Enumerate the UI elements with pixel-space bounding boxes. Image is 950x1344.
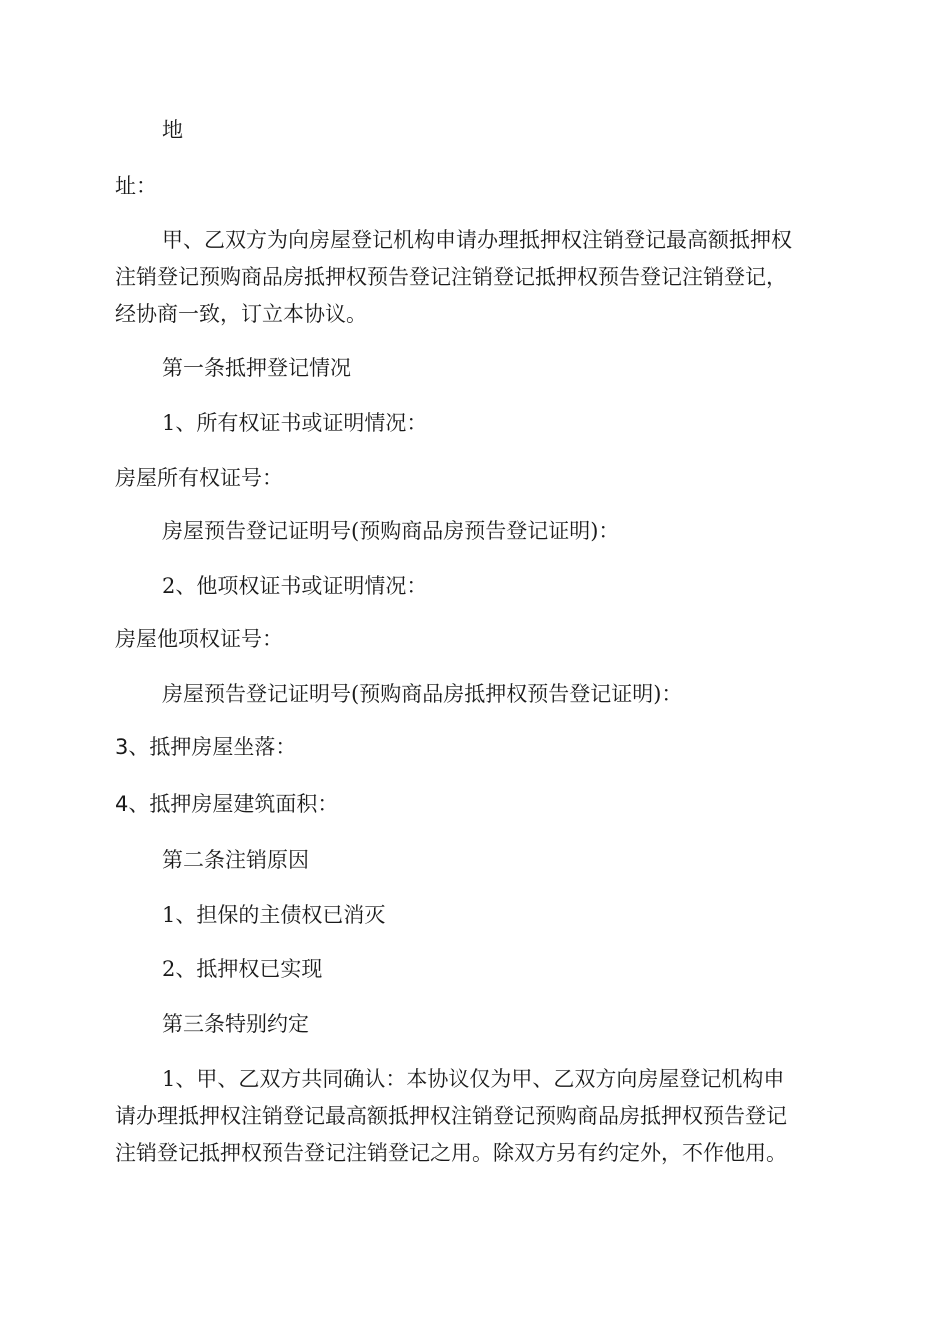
intro-line-1: 甲、乙双方为向房屋登记机构申请办理抵押权注销登记最高额抵押权 [162,228,792,252]
presale-mortgage-cert-number-label: 房屋预告登记证明号(预购商品房抵押权预告登记证明)： [162,682,683,706]
article-1-title: 第一条抵押登记情况 [162,356,351,380]
cancellation-reason-2: 2、抵押权已实现 [162,957,323,981]
address-label-part1: 地 [162,118,183,142]
house-ownership-number-label: 房屋所有权证号： [115,466,283,490]
presale-cert-number-label: 房屋预告登记证明号(预购商品房预告登记证明)： [162,519,620,543]
special-terms-line-3: 注销登记抵押权预告登记注销登记之用。除双方另有约定外，不作他用。 [115,1141,787,1165]
special-terms-line-1: 1、甲、乙双方共同确认：本协议仅为甲、乙双方向房屋登记机构申 [162,1067,785,1091]
mortgaged-house-area-label: 4、抵押房屋建筑面积： [115,792,339,816]
intro-line-3: 经协商一致，订立本协议。 [115,302,367,326]
article-2-title: 第二条注销原因 [162,848,309,872]
cancellation-reason-1: 1、担保的主债权已消灭 [162,903,386,927]
mortgaged-house-location-label: 3、抵押房屋坐落： [115,735,297,759]
house-other-rights-number-label: 房屋他项权证号： [115,627,283,651]
article-3-title: 第三条特别约定 [162,1012,309,1036]
intro-line-2: 注销登记预购商品房抵押权预告登记注销登记抵押权预告登记注销登记， [115,265,787,289]
ownership-cert-item: 1、所有权证书或证明情况： [162,411,428,435]
special-terms-line-2: 请办理抵押权注销登记最高额抵押权注销登记预购商品房抵押权预告登记 [115,1104,787,1128]
address-label-part2: 址： [115,174,157,198]
other-rights-cert-item: 2、他项权证书或证明情况： [162,574,428,598]
